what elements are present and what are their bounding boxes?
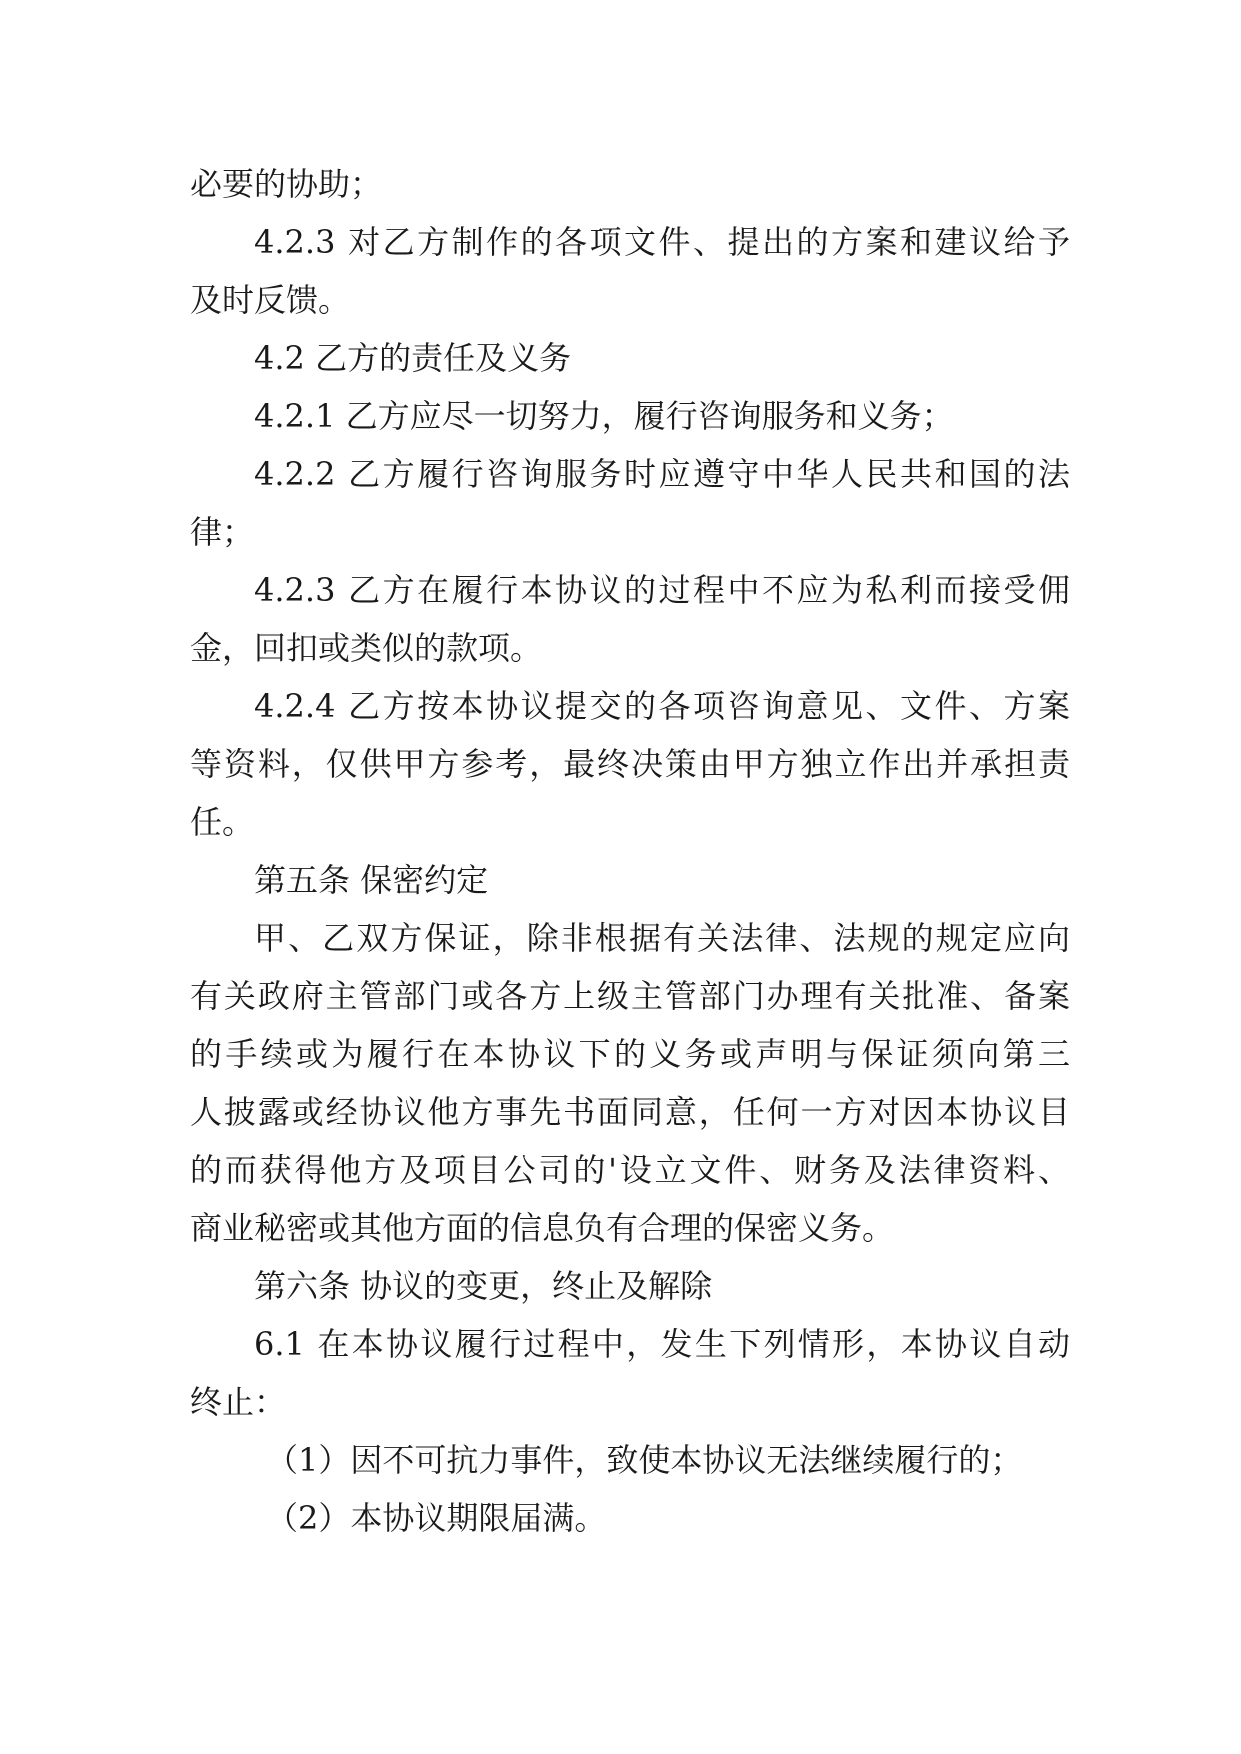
text-line: 的而获得他方及项目公司的'设立文件、财务及法律资料、 — [190, 1151, 1070, 1189]
text-line: 4.2.3 乙方在履行本协议的过程中不应为私利而接受佣 — [254, 571, 1070, 609]
text-line: 金，回扣或类似的款项。 — [190, 629, 543, 667]
text-line: 律； — [190, 513, 255, 551]
list-item: （2）本协议期限届满。 — [266, 1499, 607, 1537]
text-line: 人披露或经协议他方事先书面同意，任何一方对因本协议目 — [190, 1093, 1070, 1131]
article-heading: 第五条 保密约定 — [254, 861, 489, 899]
text-line: 等资料，仅供甲方参考，最终决策由甲方独立作出并承担责 — [190, 745, 1070, 783]
text-line: 商业秘密或其他方面的信息负有合理的保密义务。 — [190, 1209, 895, 1247]
list-item: （1）因不可抗力事件，致使本协议无法继续履行的； — [266, 1441, 1023, 1479]
text-line: 4.2.2 乙方履行咨询服务时应遵守中华人民共和国的法 — [254, 455, 1070, 493]
text-line: 的手续或为履行在本协议下的义务或声明与保证须向第三 — [190, 1035, 1070, 1073]
section-heading: 4.2 乙方的责任及义务 — [254, 339, 572, 377]
text-line: 任。 — [190, 803, 255, 841]
text-line: 4.2.4 乙方按本协议提交的各项咨询意见、文件、方案 — [254, 687, 1070, 725]
text-line: 6.1 在本协议履行过程中，发生下列情形，本协议自动 — [254, 1325, 1070, 1363]
text-line: 甲、乙双方保证，除非根据有关法律、法规的规定应向 — [254, 919, 1070, 957]
article-heading: 第六条 协议的变更，终止及解除 — [254, 1267, 713, 1305]
text-line: 终止： — [190, 1383, 287, 1421]
text-line: 4.2.1 乙方应尽一切努力，履行咨询服务和义务； — [254, 397, 954, 435]
text-line: 有关政府主管部门或各方上级主管部门办理有关批准、备案 — [190, 977, 1070, 1015]
text-line: 及时反馈。 — [190, 281, 351, 319]
text-line: 必要的协助； — [190, 165, 383, 203]
text-line: 4.2.3 对乙方制作的各项文件、提出的方案和建议给予 — [254, 223, 1070, 261]
